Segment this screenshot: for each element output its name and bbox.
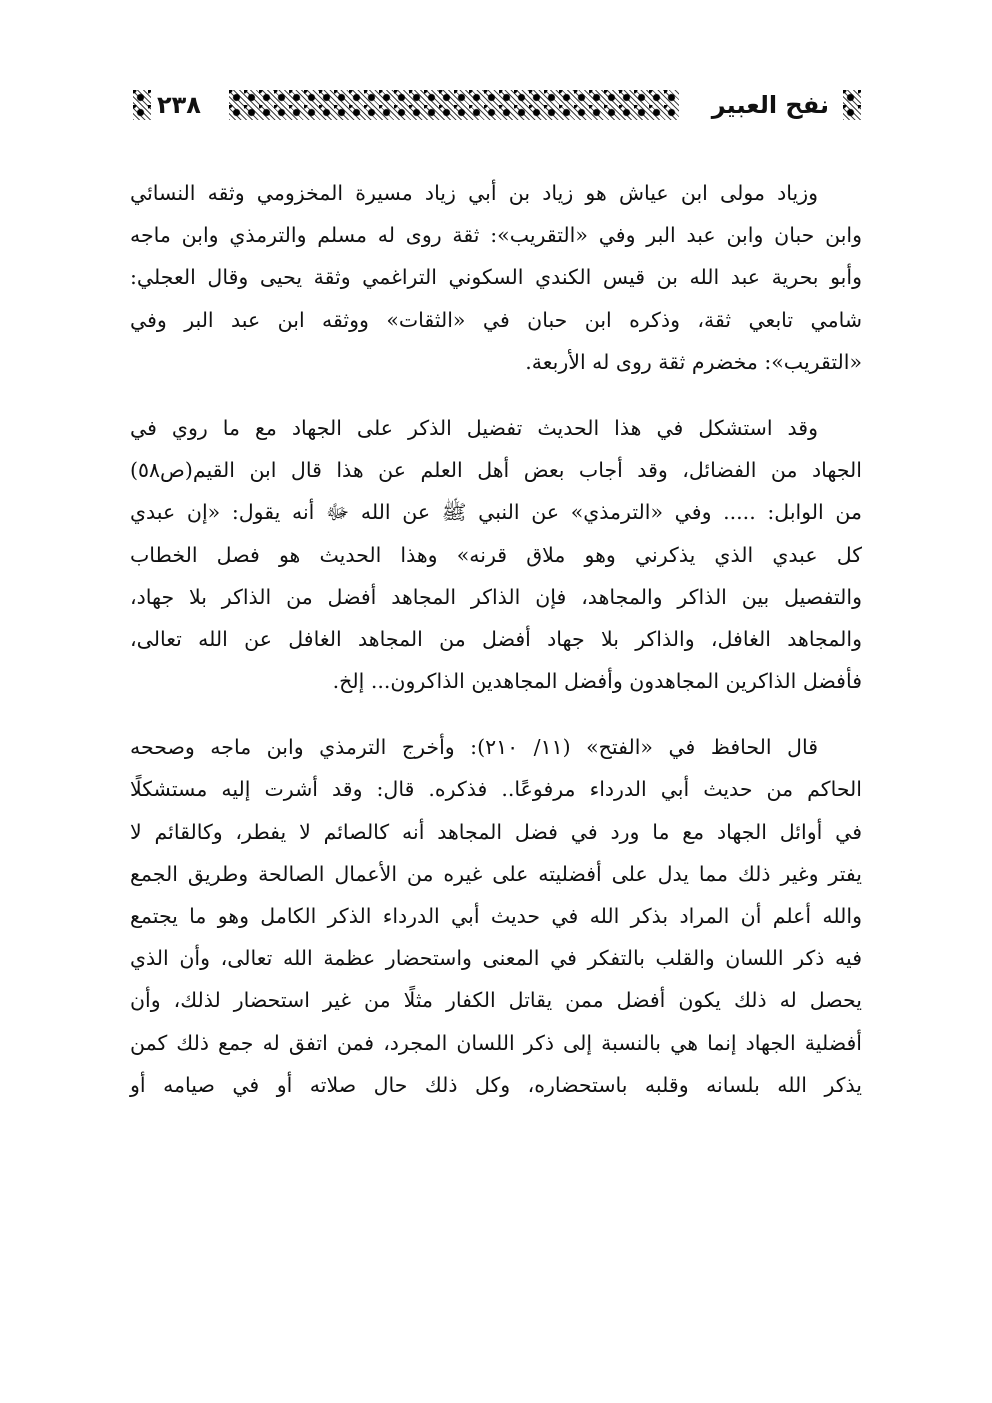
text-line: وقد استشكل في هذا الحديث تفضيل الذكر على الجهاد مع ما روي في (130, 415, 818, 440)
page-body (130, 172, 862, 1130)
text-line: يحصل له ذلك يكون أفضل ممن يقاتل الكفار مثلًا من غير استحضار لذلك، وأن (130, 988, 862, 1013)
text-line: والله أعلم أن المراد بذكر الله في حديث أبي الدرداء الذكر الكامل وهو ما يجتمع (130, 904, 862, 928)
book-title: نفح العبير (708, 88, 833, 122)
text-line: أفضلية الجهاد إنما هي بالنسبة إلى ذكر اللسان المجرد، فمن اتفق له جمع ذلك كمن (130, 1030, 862, 1055)
ornament-border-icon (843, 90, 861, 120)
paragraph-1 (130, 172, 862, 383)
text-line: وأبو بحرية عبد الله بن قيس الكندي السكوني التراغمي وثقة يحيى وقال العجلي: (130, 265, 862, 290)
text-line: في أوائل الجهاد مع ما ورد في فضل المجاهد أنه كالصائم لا يفطر، وكالقائم لا (130, 819, 862, 844)
text-line: وزياد مولى ابن عياش هو زياد بن أبي زياد مسيرة المخزومي وثقه النسائي (130, 181, 818, 205)
page-number: ٢٣٨ (157, 91, 201, 119)
text-line: والمجاهد الغافل، والذاكر بلا جهاد أفضل من المجاهد الغافل عن الله تعالى، (130, 626, 862, 651)
text-line: وابن حبان وابن عبد البر وفي «التقريب»: ثقة روى له مسلم والترمذي وابن ماجه (130, 223, 862, 248)
text-line: شامي تابعي ثقة، وذكره ابن حبان في «الثقات» ووثقه ابن عبد البر وفي (130, 307, 862, 332)
page-header (133, 88, 861, 122)
text-line: «التقريب»: مخضرم ثقة روى له الأربعة. (525, 349, 862, 374)
ornament-band-icon (229, 90, 679, 120)
text-line: يفتر وغير ذلك مما يدل على أفضليته على غيره من الأعمال الصالحة وطريق الجمع (130, 861, 862, 886)
paragraph-3 (130, 726, 862, 1106)
text-line: من الوابل: ..... وفي «الترمذي» عن النبي ﷺ عن الله ﷻ أنه يقول: «إن عبدي (130, 500, 862, 525)
text-line: كل عبدي الذي يذكرني وهو ملاق قرنه» وهذا الحديث هو فصل الخطاب (130, 542, 862, 567)
ornament-border-icon (133, 90, 151, 120)
text-line: قال الحافظ في «الفتح» (١١/ ٢١٠): وأخرج الترمذي وابن ماجه وصححه (130, 735, 818, 760)
paragraph-2 (130, 407, 862, 702)
text-line: فأفضل الذاكرين المجاهدون وأفضل المجاهدين الذاكرون... إلخ. (332, 669, 862, 694)
text-line: والتفصيل بين الذاكر والمجاهد، فإن الذاكر المجاهد أفضل من الذاكر بلا جهاد، (130, 584, 862, 609)
text-line: الجهاد من الفضائل، وقد أجاب بعض أهل العلم عن هذا قال ابن القيم(ص٥٨) (130, 458, 862, 483)
text-line: يذكر الله بلسانه وقلبه باستحضاره، وكل ذلك حال صلاته أو في صيامه أو (130, 1072, 862, 1097)
text-line: الحاكم من حديث أبي الدرداء مرفوعًا.. فذكره. قال: وقد أشرت إليه مستشكلًا (130, 777, 862, 802)
text-line: فيه ذكر اللسان والقلب بالتفكر في المعنى واستحضار عظمة الله تعالى، وأن الذي (130, 946, 862, 971)
